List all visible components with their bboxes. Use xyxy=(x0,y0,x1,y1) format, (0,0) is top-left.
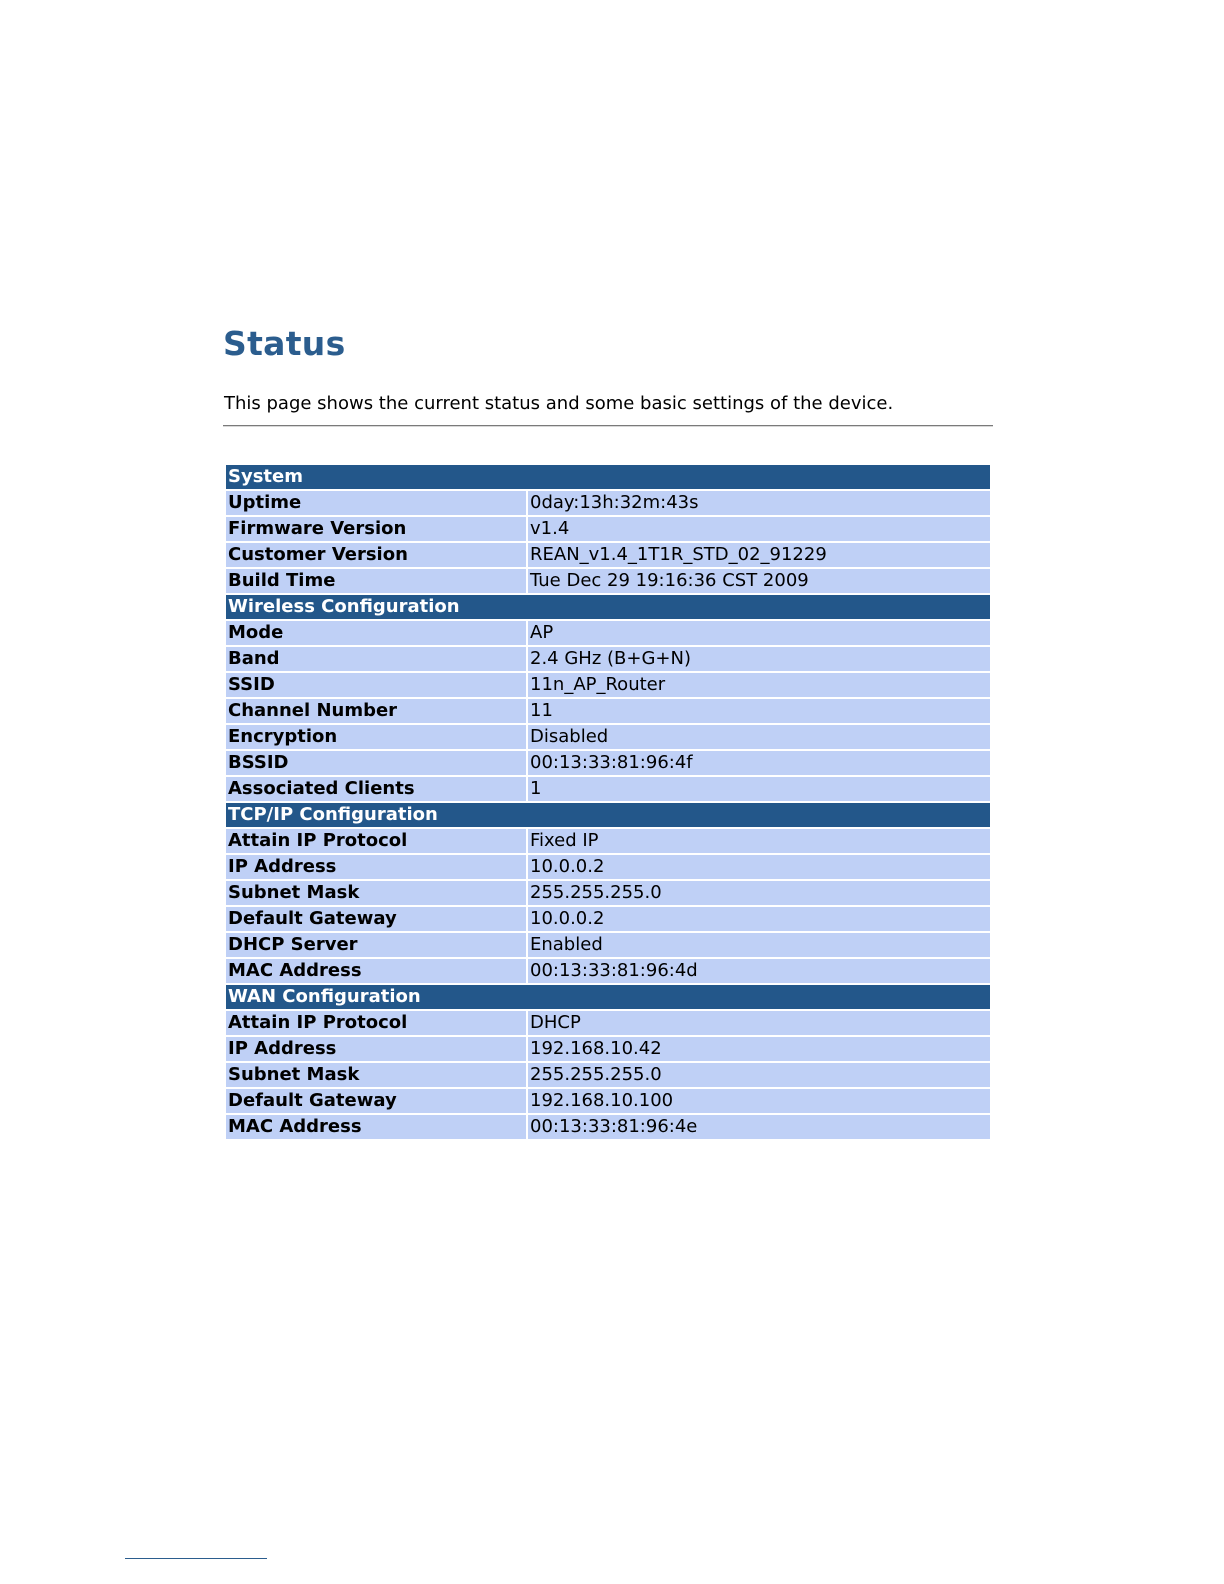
footnote-divider xyxy=(125,1558,267,1559)
row-value: 2.4 GHz (B+G+N) xyxy=(528,647,990,671)
status-row-channel-number xyxy=(226,699,990,723)
row-label: Subnet Mask xyxy=(226,881,526,905)
row-value: 255.255.255.0 xyxy=(528,881,990,905)
status-row-default-gateway xyxy=(226,907,990,931)
row-value: REAN_v1.4_1T1R_STD_02_91229 xyxy=(528,543,990,567)
section-title: Wireless Configuration xyxy=(226,595,990,619)
row-label: Default Gateway xyxy=(226,1089,526,1113)
status-row-encryption xyxy=(226,725,990,749)
status-table xyxy=(224,463,992,1141)
page-description: This page shows the current status and some basic settings of the device. xyxy=(224,393,894,414)
row-value: 00:13:33:81:96:4f xyxy=(528,751,990,775)
row-label: Uptime xyxy=(226,491,526,515)
row-value: 00:13:33:81:96:4d xyxy=(528,959,990,983)
row-label: Band xyxy=(226,647,526,671)
status-row-wan-ip-address xyxy=(226,1037,990,1061)
row-label: SSID xyxy=(226,673,526,697)
row-value: v1.4 xyxy=(528,517,990,541)
status-row-wan-default-gateway xyxy=(226,1089,990,1113)
section-header-tcpip xyxy=(226,803,990,827)
status-row-dhcp-server xyxy=(226,933,990,957)
row-label: MAC Address xyxy=(226,1115,526,1139)
row-label: DHCP Server xyxy=(226,933,526,957)
section-title: WAN Configuration xyxy=(226,985,990,1009)
row-value: Tue Dec 29 19:16:36 CST 2009 xyxy=(528,569,990,593)
row-label: Channel Number xyxy=(226,699,526,723)
row-label: Attain IP Protocol xyxy=(226,829,526,853)
status-row-wan-subnet-mask xyxy=(226,1063,990,1087)
row-label: Default Gateway xyxy=(226,907,526,931)
row-value: 11 xyxy=(528,699,990,723)
row-value: DHCP xyxy=(528,1011,990,1035)
status-row-firmware-version xyxy=(226,517,990,541)
row-label: MAC Address xyxy=(226,959,526,983)
row-value: Disabled xyxy=(528,725,990,749)
row-value: Enabled xyxy=(528,933,990,957)
section-title: TCP/IP Configuration xyxy=(226,803,990,827)
status-row-uptime xyxy=(226,491,990,515)
status-row-wan-mac-address xyxy=(226,1115,990,1139)
status-row-build-time xyxy=(226,569,990,593)
row-value: 00:13:33:81:96:4e xyxy=(528,1115,990,1139)
status-row-associated-clients xyxy=(226,777,990,801)
status-row-ip-address xyxy=(226,855,990,879)
row-label: IP Address xyxy=(226,855,526,879)
row-value: 192.168.10.100 xyxy=(528,1089,990,1113)
row-value: 0day:13h:32m:43s xyxy=(528,491,990,515)
row-value: 11n_AP_Router xyxy=(528,673,990,697)
row-value: AP xyxy=(528,621,990,645)
section-title: System xyxy=(226,465,990,489)
status-row-subnet-mask xyxy=(226,881,990,905)
row-value: 192.168.10.42 xyxy=(528,1037,990,1061)
row-value: 255.255.255.0 xyxy=(528,1063,990,1087)
row-label: Mode xyxy=(226,621,526,645)
row-label: Attain IP Protocol xyxy=(226,1011,526,1035)
row-label: Associated Clients xyxy=(226,777,526,801)
section-header-wan xyxy=(226,985,990,1009)
status-row-mode xyxy=(226,621,990,645)
row-value: 10.0.0.2 xyxy=(528,907,990,931)
status-row-ssid xyxy=(226,673,990,697)
page-title: Status xyxy=(223,324,346,363)
status-row-band xyxy=(226,647,990,671)
row-value: 10.0.0.2 xyxy=(528,855,990,879)
title-divider xyxy=(223,425,993,427)
status-row-customer-version xyxy=(226,543,990,567)
row-label: Encryption xyxy=(226,725,526,749)
row-label: BSSID xyxy=(226,751,526,775)
status-row-wan-attain-ip-protocol xyxy=(226,1011,990,1035)
row-label: Subnet Mask xyxy=(226,1063,526,1087)
row-label: Customer Version xyxy=(226,543,526,567)
row-value: Fixed IP xyxy=(528,829,990,853)
row-value: 1 xyxy=(528,777,990,801)
section-header-wireless xyxy=(226,595,990,619)
section-header-system xyxy=(226,465,990,489)
row-label: Firmware Version xyxy=(226,517,526,541)
status-row-bssid xyxy=(226,751,990,775)
row-label: Build Time xyxy=(226,569,526,593)
status-row-mac-address xyxy=(226,959,990,983)
row-label: IP Address xyxy=(226,1037,526,1061)
status-row-attain-ip-protocol xyxy=(226,829,990,853)
